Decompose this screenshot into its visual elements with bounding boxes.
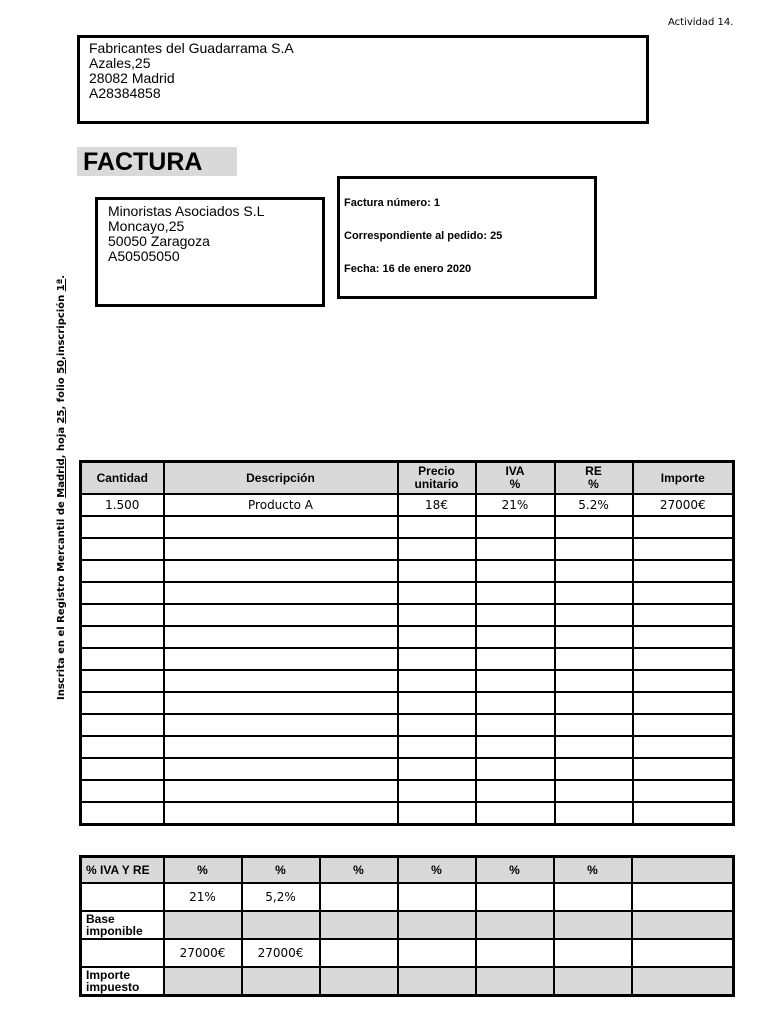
registry-prefix: Inscrita en el Registro Mercantil de (56, 497, 67, 700)
empty-cell (398, 736, 476, 758)
empty-header-cell (320, 911, 398, 939)
empty-cell (476, 939, 554, 967)
header-re-line1: RE (585, 464, 602, 478)
tax-summary-table (79, 855, 735, 997)
tax-amount-header-row (81, 967, 734, 995)
seller-city: 28082 Madrid (89, 70, 175, 86)
empty-header-cell (242, 967, 320, 995)
empty-header-cell (164, 967, 242, 995)
empty-cell (81, 648, 164, 670)
empty-cell (633, 714, 734, 736)
empty-cell (81, 780, 164, 802)
empty-cell (398, 714, 476, 736)
table-row-empty (81, 736, 734, 758)
table-row-empty (81, 758, 734, 780)
registry-end: . (56, 274, 67, 279)
pct-header: % (164, 857, 242, 884)
cell-re: 5.2% (555, 494, 633, 516)
empty-cell (555, 758, 633, 780)
registry-note (56, 275, 67, 700)
empty-cell (555, 604, 633, 626)
empty-cell (555, 626, 633, 648)
empty-cell (476, 648, 555, 670)
empty-cell (164, 758, 398, 780)
items-table (79, 460, 735, 826)
empty-cell (476, 714, 555, 736)
tax-amount-label-line2: impuesto (86, 979, 140, 994)
empty-cell (164, 736, 398, 758)
tax-rates-header-row (81, 857, 734, 884)
header-price-line2: unitario (414, 477, 459, 491)
activity-label: Actividad 14. (668, 17, 734, 28)
tax-base-label-line2: imponible (86, 924, 143, 938)
table-row-empty (81, 802, 734, 825)
empty-cell (398, 758, 476, 780)
empty-cell (476, 758, 555, 780)
empty-header-cell (242, 911, 320, 939)
empty-cell (476, 626, 555, 648)
empty-cell (398, 604, 476, 626)
empty-header-cell (632, 967, 734, 995)
table-row-empty (81, 780, 734, 802)
empty-cell (81, 802, 164, 825)
empty-header-cell (320, 967, 398, 995)
pct-header: % (242, 857, 320, 884)
empty-cell (398, 670, 476, 692)
table-row-empty (81, 516, 734, 538)
empty-cell (81, 626, 164, 648)
empty-cell (164, 604, 398, 626)
header-iva (476, 462, 555, 495)
invoice-date: Fecha: 16 de enero 2020 (344, 263, 472, 275)
tax-rates-label: % IVA Y RE (81, 857, 164, 884)
empty-cell (398, 883, 476, 911)
empty-cell (476, 560, 555, 582)
empty-cell (320, 939, 398, 967)
empty-cell (164, 802, 398, 825)
empty-cell (164, 582, 398, 604)
empty-cell (81, 714, 164, 736)
table-row-empty (81, 648, 734, 670)
empty-cell (476, 692, 555, 714)
empty-header-cell (398, 967, 476, 995)
table-row-empty (81, 560, 734, 582)
empty-cell (81, 758, 164, 780)
empty-cell (164, 516, 398, 538)
empty-cell (633, 758, 734, 780)
empty-cell (81, 670, 164, 692)
empty-cell (555, 802, 633, 825)
header-price (398, 462, 476, 495)
registry-insc-label: ,inscripción (56, 291, 67, 360)
table-row-empty (81, 626, 734, 648)
header-re-line2: % (588, 477, 599, 491)
empty-cell (164, 692, 398, 714)
registry-insc: 1ª (56, 278, 67, 292)
empty-cell (476, 780, 555, 802)
header-re (555, 462, 633, 495)
empty-cell (398, 939, 476, 967)
tax-base-header-row (81, 911, 734, 939)
invoice-number: Factura número: 1 (344, 197, 440, 209)
empty-cell (633, 604, 734, 626)
header-price-line1: Precio (418, 464, 455, 478)
empty-cell (398, 516, 476, 538)
empty-cell (398, 560, 476, 582)
empty-cell (476, 604, 555, 626)
empty-cell (164, 670, 398, 692)
empty-cell (164, 560, 398, 582)
header-amount: Importe (633, 462, 734, 495)
header-desc: Descripción (164, 462, 398, 495)
empty-cell (555, 516, 633, 538)
pct-header: % (320, 857, 398, 884)
empty-header-cell (554, 967, 632, 995)
empty-cell (81, 692, 164, 714)
table-row-empty (81, 670, 734, 692)
empty-cell (476, 538, 555, 560)
empty-cell (555, 582, 633, 604)
empty-cell (632, 883, 734, 911)
invoice-order: Correspondiente al pedido: 25 (344, 230, 503, 242)
tax-amount-label (81, 967, 164, 995)
header-iva-line1: IVA (505, 464, 525, 478)
tax-base-label (81, 911, 164, 939)
empty-header-cell (632, 857, 734, 884)
cell-desc: Producto A (164, 494, 398, 516)
seller-address: Azales,25 (89, 55, 151, 71)
empty-cell (555, 648, 633, 670)
empty-cell (632, 939, 734, 967)
header-iva-line2: % (509, 477, 521, 491)
empty-cell (398, 626, 476, 648)
seller-tax-id: A28384858 (89, 85, 161, 101)
cell-qty: 1.500 (81, 494, 164, 516)
rate-value: 21% (164, 883, 242, 911)
buyer-tax-id: A50505050 (108, 248, 180, 264)
empty-cell (164, 538, 398, 560)
tax-rates-row (81, 883, 734, 911)
empty-header-cell (476, 967, 554, 995)
tax-base-row (81, 939, 734, 967)
empty-cell (320, 883, 398, 911)
empty-cell (476, 736, 555, 758)
empty-header-cell (398, 911, 476, 939)
empty-cell (81, 939, 164, 967)
empty-cell (555, 692, 633, 714)
pct-header: % (476, 857, 554, 884)
cell-iva: 21% (476, 494, 555, 516)
empty-cell (555, 736, 633, 758)
empty-cell (398, 802, 476, 825)
empty-cell (476, 582, 555, 604)
cell-amount: 27000€ (633, 494, 734, 516)
empty-cell (164, 714, 398, 736)
empty-cell (81, 516, 164, 538)
tax-base-label-line1: Base (86, 912, 115, 926)
empty-cell (398, 538, 476, 560)
empty-cell (633, 582, 734, 604)
empty-header-cell (164, 911, 242, 939)
empty-cell (555, 714, 633, 736)
empty-cell (633, 560, 734, 582)
table-row-empty (81, 692, 734, 714)
seller-box (77, 35, 649, 124)
table-row (81, 494, 734, 516)
registry-hoja: 25 (56, 409, 67, 424)
empty-cell (81, 736, 164, 758)
empty-cell (633, 648, 734, 670)
items-header-row (81, 462, 734, 495)
table-row-empty (81, 582, 734, 604)
empty-cell (555, 560, 633, 582)
empty-cell (554, 939, 632, 967)
registry-place: Madrid (56, 458, 67, 498)
table-row-empty (81, 538, 734, 560)
empty-cell (633, 626, 734, 648)
empty-header-cell (476, 911, 554, 939)
empty-cell (633, 538, 734, 560)
buyer-city: 50050 Zaragoza (108, 233, 210, 249)
tax-amount-label-line1: Importe (86, 967, 131, 982)
header-qty: Cantidad (81, 462, 164, 495)
empty-cell (81, 604, 164, 626)
empty-cell (555, 780, 633, 802)
empty-cell (476, 516, 555, 538)
empty-cell (398, 692, 476, 714)
empty-cell (398, 648, 476, 670)
pct-header: % (398, 857, 476, 884)
pct-header: % (554, 857, 632, 884)
empty-header-cell (632, 911, 734, 939)
empty-cell (476, 802, 555, 825)
buyer-box (95, 197, 325, 307)
empty-cell (164, 648, 398, 670)
empty-cell (633, 692, 734, 714)
empty-cell (633, 670, 734, 692)
empty-cell (633, 802, 734, 825)
empty-cell (164, 626, 398, 648)
registry-folio-label: , folio (56, 373, 67, 410)
buyer-address: Moncayo,25 (108, 218, 185, 234)
buyer-name: Minoristas Asociados S.L (108, 203, 265, 219)
empty-cell (398, 780, 476, 802)
invoice-meta-box (337, 176, 597, 299)
document-title: FACTURA (77, 147, 237, 176)
empty-header-cell (554, 911, 632, 939)
empty-cell (633, 736, 734, 758)
empty-cell (476, 883, 554, 911)
base-value: 27000€ (164, 939, 242, 967)
empty-cell (476, 670, 555, 692)
registry-hoja-label: , hoja (56, 423, 67, 459)
empty-cell (633, 516, 734, 538)
empty-cell (398, 582, 476, 604)
rate-value: 5,2% (242, 883, 320, 911)
seller-name: Fabricantes del Guadarrama S.A (89, 40, 294, 56)
table-row-empty (81, 714, 734, 736)
registry-folio: 50 (56, 359, 67, 374)
empty-cell (555, 670, 633, 692)
empty-cell (81, 538, 164, 560)
empty-cell (81, 883, 164, 911)
cell-price: 18€ (398, 494, 476, 516)
table-row-empty (81, 604, 734, 626)
empty-cell (555, 538, 633, 560)
empty-cell (81, 582, 164, 604)
empty-cell (164, 780, 398, 802)
empty-cell (554, 883, 632, 911)
base-value: 27000€ (242, 939, 320, 967)
empty-cell (633, 780, 734, 802)
empty-cell (81, 560, 164, 582)
